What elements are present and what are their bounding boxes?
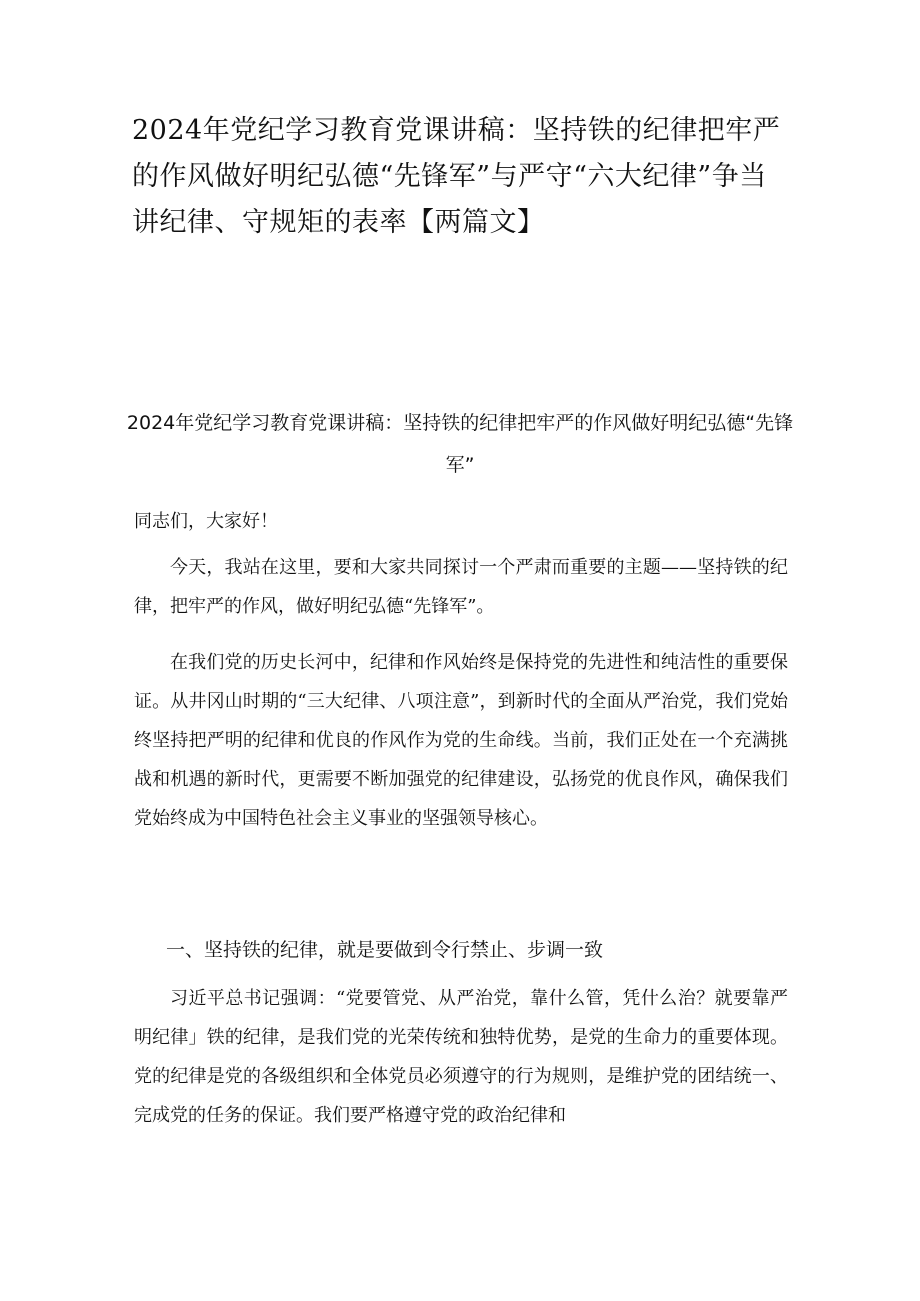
greeting-text: 同志们，大家好！ <box>134 511 278 532</box>
paragraph-3: 习近平总书记强调：“党要管党、从严治党，靠什么管，凭什么治？就要靠严明纪律」铁的纪律，是我们党的光荣传统和独特优势，是党的生命力的重要体现。党的纪律是党的各级组织和全体党员必须遵守的行为规则，是维护党的团结统一、完成党的任务的保证。我们要严格遵守党的政治纪律和 <box>134 988 788 1126</box>
section-title: 2024年党纪学习教育党课讲稿：坚持铁的纪律把牢严的作风做好明纪弘德“先锋军” <box>126 412 794 476</box>
paragraph-2: 在我们党的历史长河中，纪律和作风始终是保持党的先进性和纯洁性的重要保证。从井冈山时期的“三大纪律、八项注意”，到新时代的全面从严治党，我们党始终坚持把严明的纪律和优良的作风作为党的生命线。当前，我们正处在一个充满挑战和机遇的新时代，更需要不断加强党的纪律建设，弘扬党的优良作风，确保我们党始终成为中国特色社会主义事业的坚强领导核心。 <box>134 652 788 829</box>
paragraph-1: 今天，我站在这里，要和大家共同探讨一个严肃而重要的主题——坚持铁的纪律，把牢严的作风，做好明纪弘德“先锋军”。 <box>134 557 788 617</box>
section-heading-1: 一、坚持铁的纪律，就是要做到令行禁止、步调一致 <box>166 939 604 961</box>
document-title: 2024年党纪学习教育党课讲稿：坚持铁的纪律把牢严的作风做好明纪弘德“先锋军”与严守“六大纪律”争当讲纪律、守规矩的表率【两篇文】 <box>132 115 781 238</box>
